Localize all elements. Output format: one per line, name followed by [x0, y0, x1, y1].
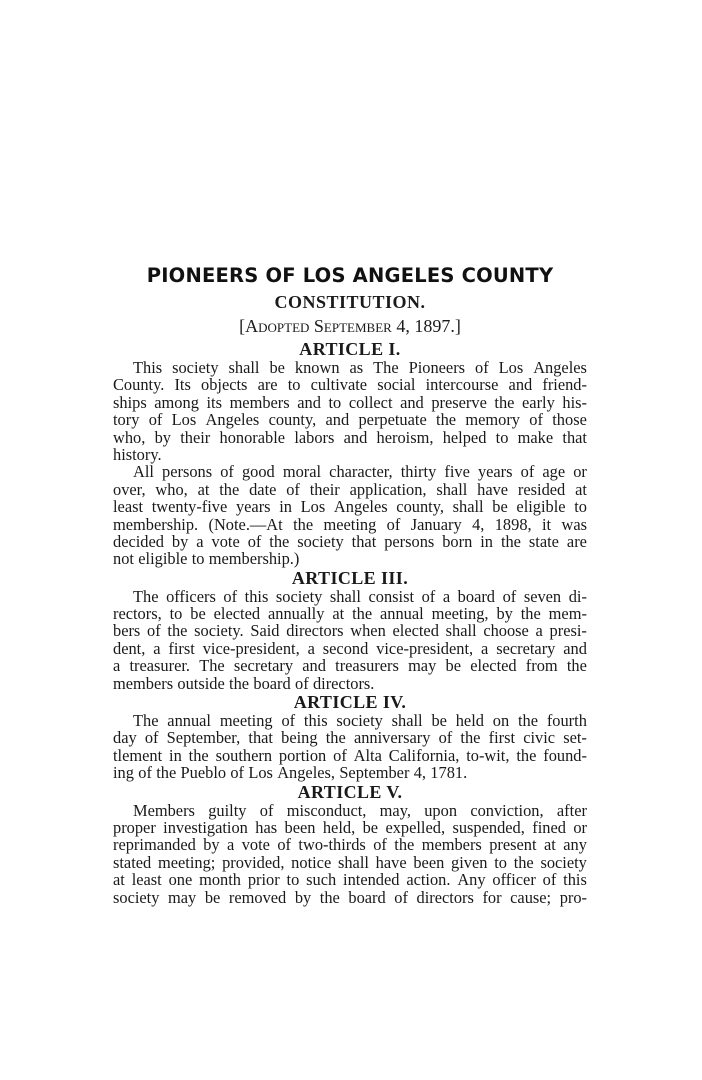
text-line: society may be removed by the board of directors for cause; pro-: [113, 887, 587, 907]
document-page: [113, 262, 587, 906]
text-line: who, by their honorable labors and heroism, helped to make that: [113, 427, 587, 447]
article-heading: ARTICLE V.: [297, 781, 403, 802]
text-line: County. Its objects are to cultivate social intercourse and friend-: [113, 375, 587, 395]
document-subtitle: CONSTITUTION.: [274, 292, 426, 312]
constitution-body: [113, 339, 587, 906]
article-section: [113, 782, 587, 906]
document-title: PIONEERS OF LOS ANGELES COUNTY: [146, 264, 554, 287]
article-paragraph: [113, 588, 587, 692]
text-line: tory of Los Angeles county, and perpetuate the memory of those: [113, 410, 587, 430]
text-line: proper investigation has been held, be expelled, suspended, fined or: [113, 817, 587, 837]
article-section: [113, 339, 587, 568]
text-line: not eligible to membership.): [113, 549, 300, 569]
text-line: rectors, to be elected annually at the annual meeting, by the mem-: [113, 604, 587, 624]
article-paragraph: [113, 359, 587, 463]
article-paragraph: [113, 463, 587, 567]
text-line: stated meeting; provided, notice shall have been given to the society: [113, 852, 587, 872]
text-line: tlement in the southern portion of Alta California, to-wit, the found-: [113, 745, 587, 765]
article-heading: ARTICLE I.: [299, 339, 401, 359]
text-line: decided by a vote of the society that persons born in the state are: [113, 531, 587, 551]
article-heading: ARTICLE III.: [291, 567, 409, 588]
text-line: bers of the society. Said directors when elected shall choose a presi-: [113, 621, 587, 641]
article-paragraph: [113, 712, 587, 782]
text-line: ships among its members and to collect and preserve the early his-: [113, 392, 587, 412]
article-section: [113, 568, 587, 692]
text-line: dent, a first vice-president, a second vice-president, a secretary and: [113, 638, 587, 658]
text-line: The annual meeting of this society shall be held on the fourth: [133, 711, 587, 731]
text-line: All persons of good moral character, thirty five years of age or: [133, 462, 587, 482]
text-line: at least one month prior to such intended action. Any officer of this: [113, 870, 587, 890]
article-heading: ARTICLE IV.: [293, 692, 407, 713]
text-line: ing of the Pueblo of Los Angeles, September 4, 1781.: [113, 763, 468, 783]
text-line: least twenty-five years in Los Angeles county, shall be eligible to: [113, 497, 587, 517]
adoption-date: [Adopted September 4, 1897.]: [239, 316, 461, 336]
text-line: membership. (Note.—At the meeting of January 4, 1898, it was: [113, 514, 587, 534]
text-line: a treasurer. The secretary and treasurers may be elected from the: [113, 656, 587, 676]
text-line: history.: [113, 444, 162, 464]
text-line: day of September, that being the anniversary of the first civic set-: [113, 728, 587, 748]
text-line: members outside the board of directors.: [113, 673, 375, 693]
text-line: Members guilty of misconduct, may, upon conviction, after: [133, 800, 587, 820]
text-line: This society shall be known as The Pioneers of Los Angeles: [133, 358, 587, 377]
text-line: The officers of this society shall consist of a board of seven di-: [133, 586, 587, 606]
article-section: [113, 692, 587, 782]
article-paragraph: [113, 802, 587, 906]
text-line: over, who, at the date of their application, shall have resided at: [113, 479, 587, 499]
text-line: reprimanded by a vote of two-thirds of the members present at any: [113, 835, 587, 855]
